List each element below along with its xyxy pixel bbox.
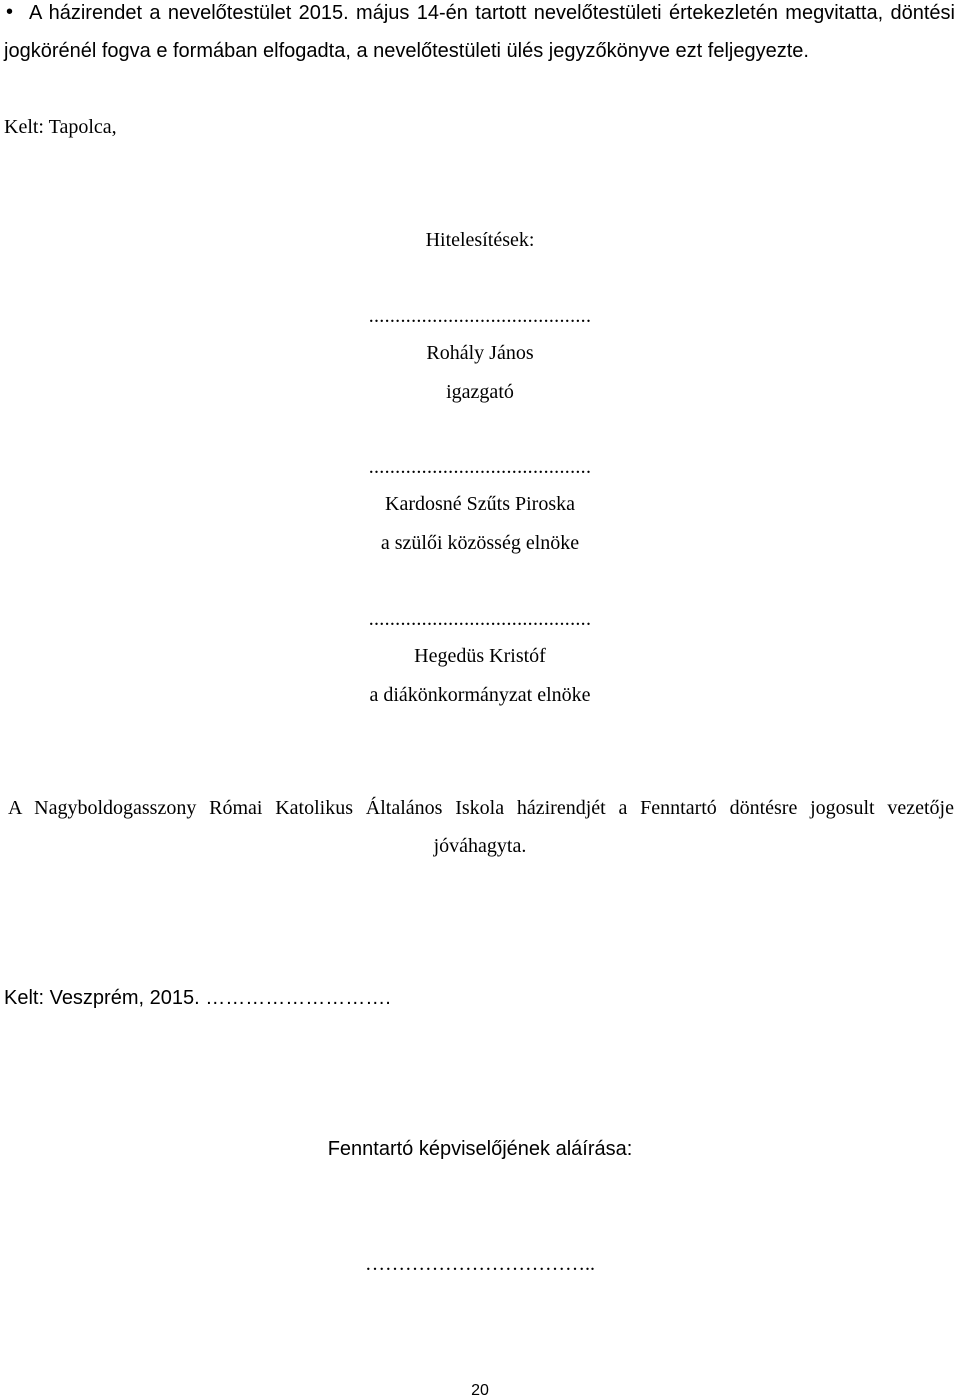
signatory-name-3: Hegedüs Kristóf <box>414 645 546 667</box>
place-date-veszprem: Kelt: Veszprém, 2015. ………………………. <box>4 987 391 1009</box>
signature-dots-1: .......................................... <box>368 305 592 327</box>
signatory-name-2: Kardosné Szűts Piroska <box>385 493 575 515</box>
signature-dots-2: .......................................... <box>368 456 592 478</box>
signatory-name-1: Rohály János <box>426 342 534 364</box>
signature-line: …………………………….. <box>365 1253 595 1275</box>
signature-label: Fenntartó képviselőjének aláírása: <box>327 1138 633 1160</box>
paragraph-line-1: A házirendet a nevelőtestület 2015. május 14-én tartott nevelőtestületi értekezletén megvitatta, döntési <box>29 2 955 24</box>
signatory-role-3: a diákönkormányzat elnöke <box>369 684 591 706</box>
place-date-tapolca: Kelt: Tapolca, <box>4 116 117 138</box>
authentication-heading: Hitelesítések: <box>425 229 535 251</box>
approval-line-2: jóváhagyta. <box>433 835 527 857</box>
approval-line-1: A Nagyboldogasszony Római Katolikus Általános Iskola házirendjét a Fenntartó döntésre jogosult vezetője <box>8 797 954 819</box>
paragraph-line-2: jogkörénél fogva e formában elfogadta, a nevelőtestületi ülés jegyzőkönyve ezt feljegyezte. <box>4 40 809 62</box>
signatory-role-2: a szülői közösség elnöke <box>380 532 580 554</box>
signature-dots-3: .......................................... <box>368 608 592 630</box>
bullet-point: • <box>6 1 14 23</box>
signatory-role-1: igazgató <box>446 381 514 403</box>
page-number: 20 <box>471 1382 489 1399</box>
